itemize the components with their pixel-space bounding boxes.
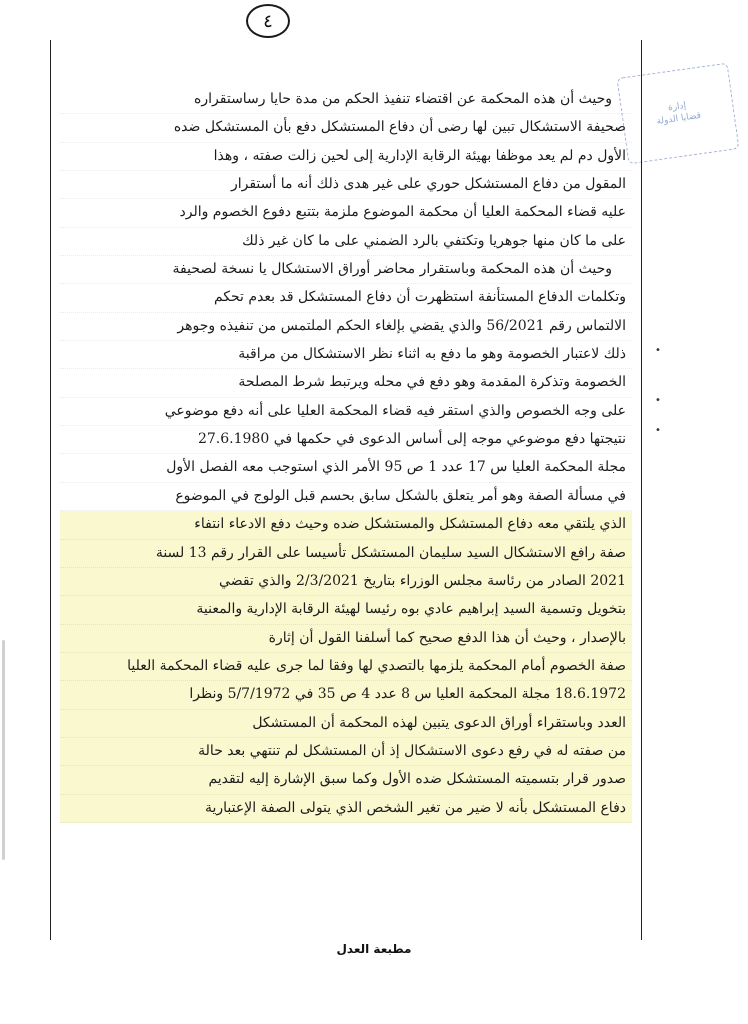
text-line: نتيجتها دفع موضوعي موجه إلى أساس الدعوى في حكمها في 27.6.1980 <box>60 426 632 454</box>
text-line: عليه قضاء المحكمة العليا أن محكمة الموضوع ملزمة بتتبع دفوع الخصوم والرد <box>60 199 632 227</box>
text-line: وتكلمات الدفاع المستأنفة استظهرت أن دفاع المستشكل قد بعدم تحكم <box>60 284 632 312</box>
printer-footer: مطبعة العدل <box>336 942 412 956</box>
text-line: في مسألة الصفة وهو أمر يتعلق بالشكل سابق بحسم قبل الولوج في الموضوع <box>60 483 632 511</box>
text-line-highlighted: 2021 الصادر من رئاسة مجلس الوزراء بتاريخ 2/3/2021 والذي تقضي <box>60 568 632 596</box>
text-line-highlighted: صفة رافع الاستشكال السيد سليمان المستشكل تأسيسا على القرار رقم 13 لسنة <box>60 540 632 568</box>
text-line: الخصومة وتذكرة المقدمة وهو دفع في محله ويرتبط شرط المصلحة <box>60 369 632 397</box>
text-line-highlighted: صدور قرار بتسميته المستشكل ضده الأول وكما سبق الإشارة إليه لتقديم <box>60 766 632 794</box>
text-line-highlighted: صفة الخصوم أمام المحكمة يلزمها بالتصدي لها وفقا لما جرى عليه قضاء المحكمة العليا <box>60 653 632 681</box>
text-line-highlighted: 18.6.1972 مجلة المحكمة العليا س 8 عدد 4 ص 35 في 5/7/1972 ونظرا <box>60 681 632 709</box>
text-line: صحيفة الاستشكال تبين لها رضى أن دفاع المستشكل دفع بأن المستشكل ضده <box>60 114 632 142</box>
text-line: ذلك لاعتبار الخصومة وهو ما دفع به اثناء نظر الاستشكال من مراقبة <box>60 341 632 369</box>
text-line: على وجه الخصوص والذي استقر فيه قضاء المحكمة العليا على أنه دفع موضوعي <box>60 398 632 426</box>
text-line-highlighted: دفاع المستشكل بأنه لا ضير من تغير الشخص الذي يتولى الصفة الإعتبارية <box>60 795 632 823</box>
text-line-highlighted: من صفته له في رفع دعوى الاستشكال إذ أن المستشكل لم تنتهي بعد حالة <box>60 738 632 766</box>
text-line-highlighted: الذي يلتقي معه دفاع المستشكل والمستشكل ضده وحيث دفع الادعاء انتفاء <box>60 511 632 539</box>
handwritten-body <box>60 86 632 823</box>
margin-dot-icon: • <box>655 345 661 356</box>
text-line: الأول دم لم يعد موظفا بهيئة الرقابة الإدارية إلى لحين زالت صفته ، وهذا <box>60 143 632 171</box>
text-line: وحيث أن هذه المحكمة عن اقتضاء تنفيذ الحكم من مدة حايا رساستقراره <box>60 86 632 114</box>
text-line: وحيث أن هذه المحكمة وباستقرار محاضر أوراق الاستشكال يا نسخة لصحيفة <box>60 256 632 284</box>
text-line: الالتماس رقم 56/2021 والذي يقضي بإلغاء الحكم الملتمس من تنفيذه وجوهر <box>60 313 632 341</box>
text-line: المقول من دفاع المستشكل حوري على غير هدى ذلك أنه ما أستقرار <box>60 171 632 199</box>
page-number: ٤ <box>246 4 290 38</box>
margin-dot-icon: • <box>655 425 661 436</box>
text-line-highlighted: بالإصدار ، وحيث أن هذا الدفع صحيح كما أسلفنا القول أن إثارة <box>60 625 632 653</box>
text-line: مجلة المحكمة العليا س 17 عدد 1 ص 95 الأمر الذي استوجب معه الفصل الأول <box>60 454 632 482</box>
text-line-highlighted: بتخويل وتسمية السيد إبراهيم عادي بوه رئيسا لهيئة الرقابة الإدارية والمعنية <box>60 596 632 624</box>
text-line: على ما كان منها جوهريا وتكتفي بالرد الضمني على ما كان غير ذلك <box>60 228 632 256</box>
stamp-line-2: قضايا الدولة <box>655 110 702 127</box>
stamp-line-1: إدارة <box>667 100 687 114</box>
scrollbar[interactable] <box>2 640 5 860</box>
margin-dot-icon: • <box>655 395 661 406</box>
text-line-highlighted: العدد وباستقراء أوراق الدعوى يتبين لهذه المحكمة أن المستشكل <box>60 710 632 738</box>
